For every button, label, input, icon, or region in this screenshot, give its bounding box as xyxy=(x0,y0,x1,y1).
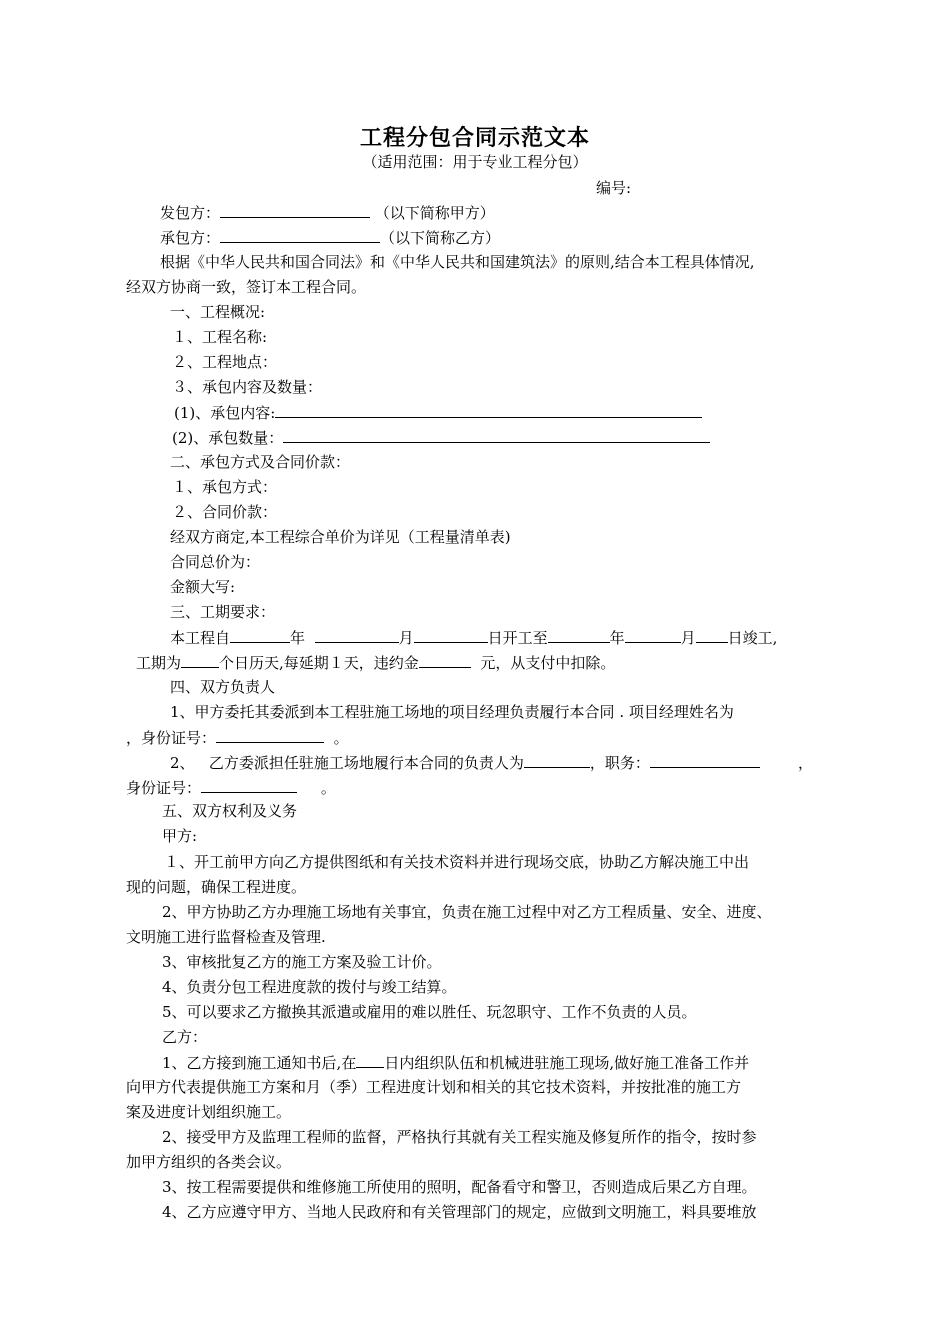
section-2-heading: 二、承包方式及合同价款： xyxy=(170,453,351,471)
schedule-line xyxy=(170,627,777,647)
party-a-line xyxy=(160,202,495,222)
party-a-duty-3: 3、审核批复乙方的施工方案及验工计价。 xyxy=(162,953,442,971)
contract-content-line xyxy=(174,402,702,422)
start-month-field[interactable] xyxy=(315,627,399,643)
party-a-field[interactable] xyxy=(220,202,370,218)
party-b-duty-1-text: 1、乙方接到施工通知书后,在 xyxy=(162,1054,357,1072)
schedule-from-label: 本工程自 xyxy=(170,629,231,647)
party-a-label: 发包方： xyxy=(160,204,221,222)
year-label-2: 年 xyxy=(609,629,625,647)
project-manager-clause: 1、甲方委托其委派到本工程驻施工场地的项目经理负责履行本合同 . 项目经理姓名为 xyxy=(170,703,734,721)
section-1-heading: 一、工程概况: xyxy=(170,303,266,321)
party-b-duty-2: 2、接受甲方及监理工程师的监督，严格执行其就有关工程实施及修复所作的指令，按时参 xyxy=(162,1128,757,1146)
section-4-heading: 四、双方负责人 xyxy=(170,678,276,696)
duration-field[interactable] xyxy=(181,652,219,668)
party-b-field[interactable] xyxy=(220,227,380,243)
start-year-field[interactable] xyxy=(230,627,290,643)
position-label: ，职务： xyxy=(589,754,650,772)
month-label-2: 月 xyxy=(680,629,696,647)
rep-id-label: 身份证号： xyxy=(126,779,202,797)
total-price: 合同总价为： xyxy=(170,553,261,571)
position-field[interactable] xyxy=(650,752,760,768)
item-number: 2、 xyxy=(170,754,195,772)
party-b-note: （以下简称乙方） xyxy=(380,229,501,247)
duration-label: 工期为 xyxy=(136,654,182,672)
start-label: 日开工至 xyxy=(487,629,548,647)
intro-line-2: 经双方协商一致，签订本工程合同。 xyxy=(126,278,367,296)
start-day-field[interactable] xyxy=(414,627,488,643)
mobilization-days-field[interactable] xyxy=(356,1052,384,1068)
rep-id-line xyxy=(126,777,336,797)
section-3-heading: 三、工期要求： xyxy=(170,603,276,621)
party-b-duty-1 xyxy=(162,1052,749,1072)
project-location: ２、工程地点： xyxy=(172,353,278,371)
manager-id-field[interactable] xyxy=(216,727,324,743)
party-b-duty-1-text-2: 日内组织队伍和机械进驻施工现场,做好施工准备工作并 xyxy=(384,1054,750,1072)
amount-in-words: 金额大写: xyxy=(170,578,236,596)
contract-content-label: (1)、承包内容: xyxy=(174,404,276,422)
contractor-rep-label: 乙方委派担任驻施工场地履行本合同的负责人为 xyxy=(208,754,524,772)
contract-quantity-field[interactable] xyxy=(283,427,710,443)
section-5-heading: 五、双方权利及义务 xyxy=(162,802,298,820)
period: 。 xyxy=(333,729,349,747)
scope-note: （适用范围：用于专业工程分包） xyxy=(362,153,588,171)
contract-scope: ３、承包内容及数量： xyxy=(172,378,323,396)
party-b-subheading: 乙方： xyxy=(162,1028,208,1046)
party-b-duty-3: 3、按工程需要提供和维修施工所使用的照明，配备看守和警卫，否则造成后果乙方自理。 xyxy=(162,1178,757,1196)
party-b-line xyxy=(160,227,500,247)
penalty-field[interactable] xyxy=(419,652,471,668)
penalty-label: 个日历天,每延期１天，违约金 xyxy=(219,654,419,672)
contract-number-label: 编号: xyxy=(596,179,632,197)
contractor-rep-field[interactable] xyxy=(524,752,590,768)
year-label: 年 xyxy=(290,629,306,647)
contract-quantity-label: (2)、承包数量： xyxy=(172,429,284,447)
month-label: 月 xyxy=(398,629,414,647)
manager-id-label: ，身份证号： xyxy=(126,729,217,747)
deduction-note: 元，从支付中扣除。 xyxy=(480,654,616,672)
contract-content-field[interactable] xyxy=(275,402,702,418)
contract-price: ２、合同价款： xyxy=(172,503,278,521)
completion-label: 日竣工, xyxy=(727,629,778,647)
page-title: 工程分包合同示范文本 xyxy=(359,126,590,151)
party-a-note: （以下简称甲方） xyxy=(374,204,495,222)
party-b-duty-4: 4、乙方应遵守甲方、当地人民政府和有关管理部门的规定，应做到文明施工，料具要堆放 xyxy=(162,1203,757,1221)
contractor-rep-line xyxy=(170,752,813,772)
party-a-duty-5: 5、可以要求乙方撤换其派遣或雇用的难以胜任、玩忽职守、工作不负责的人员。 xyxy=(162,1003,697,1021)
comma: ， xyxy=(798,754,814,772)
end-year-field[interactable] xyxy=(548,627,610,643)
party-b-duty-2-cont: 加甲方组织的各类会议。 xyxy=(126,1153,292,1171)
party-a-duty-2-cont: 文明施工进行监督检查及管理. xyxy=(126,928,326,946)
duration-line xyxy=(136,652,615,672)
party-a-subheading: 甲方: xyxy=(162,827,198,845)
end-day-field[interactable] xyxy=(696,627,728,643)
manager-id-line xyxy=(126,727,349,747)
party-a-duty-1: １、开工前甲方向乙方提供图纸和有关技术资料并进行现场交底，协助乙方解决施工中出 xyxy=(164,853,750,871)
period: 。 xyxy=(320,779,336,797)
contract-method: １、承包方式： xyxy=(172,478,278,496)
end-month-field[interactable] xyxy=(625,627,681,643)
party-a-duty-4: 4、负责分包工程进度款的拨付与竣工结算。 xyxy=(162,978,457,996)
project-name: １、工程名称: xyxy=(172,328,268,346)
rep-id-field[interactable] xyxy=(201,777,297,793)
party-b-label: 承包方： xyxy=(160,229,221,247)
intro-line-1: 根据《中华人民共和国合同法》和《中华人民共和国建筑法》的原则,结合本工程具体情况, xyxy=(160,253,755,271)
party-b-duty-1-cont: 向甲方代表提供施工方案和月（季）工程进度计划和相关的其它技术资料，并按批准的施工方 xyxy=(126,1078,742,1096)
party-a-duty-1-cont: 现的问题，确保工程进度。 xyxy=(126,878,307,896)
party-a-duty-2: 2、甲方协助乙方办理施工场地有关事宜，负责在施工过程中对乙方工程质量、安全、进度、 xyxy=(162,903,772,921)
party-b-duty-1-cont-2: 案及进度计划组织施工。 xyxy=(126,1103,292,1121)
unit-price-note: 经双方商定,本工程综合单价为详见（工程量清单表) xyxy=(170,528,511,546)
contract-quantity-line xyxy=(172,427,710,447)
